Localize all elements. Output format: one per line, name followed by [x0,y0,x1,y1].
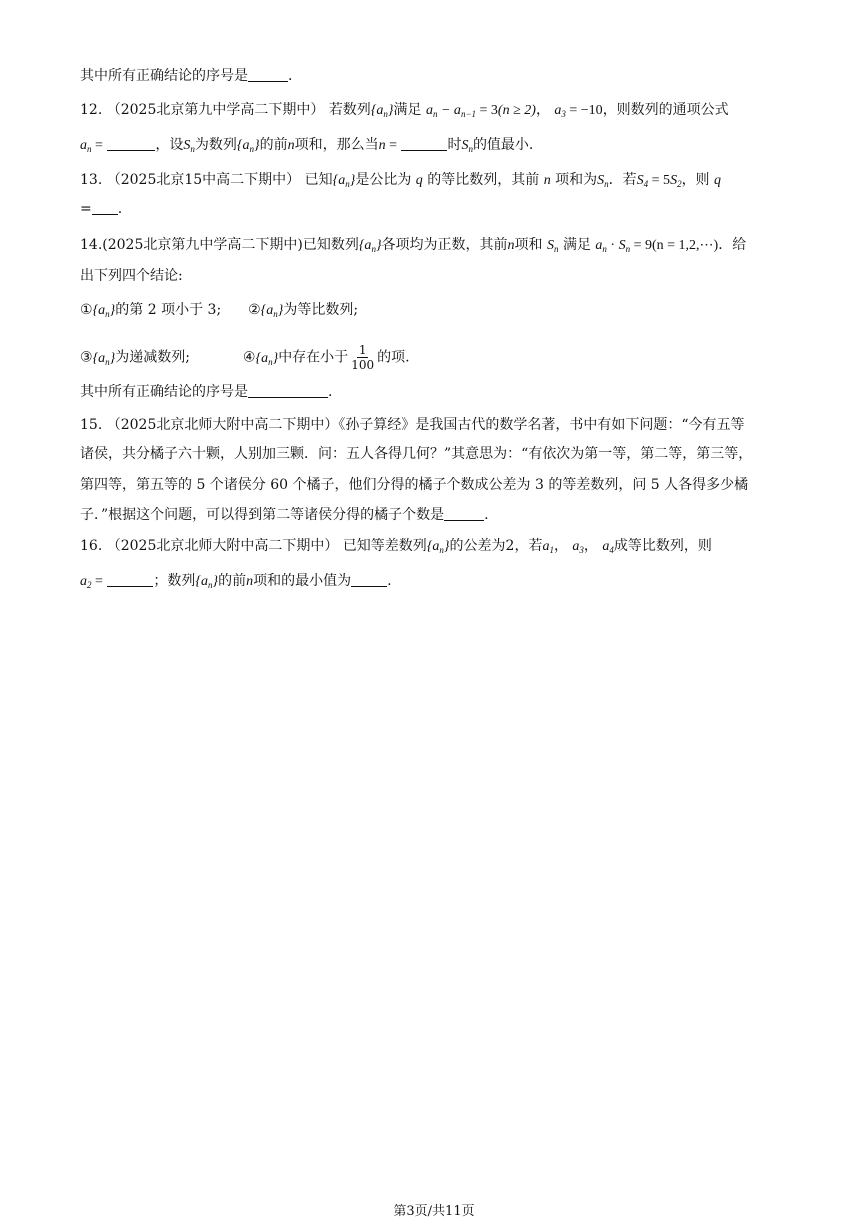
q12-seq-an: $\{a_n\}$ [370,103,394,119]
q14-fraction-denominator: 100 [351,358,375,372]
q14-seq-an: $\{a_n\}$ [92,303,116,319]
q14-conclusion-3-mark: ③ [80,349,93,366]
q12-text: ，设 [155,137,184,153]
q13-text: 已知 [304,172,333,188]
q12-text: ，则数列的通项公式 [602,102,729,118]
q16-number: 16. [80,538,103,554]
q16-a1: $a_1$ [542,539,554,555]
q14-text: 项和 [514,237,543,253]
q16-seq-an: $\{a_n\}$ [195,574,219,590]
q13-sn: $S_n$ [597,173,609,189]
q13-text: ．若 [608,172,637,188]
q14-text: 满足 [562,237,591,253]
q16-a4: $a_4$ [602,539,614,555]
q16-a2-eq: $a_2$ = [80,574,103,590]
q16-line-1 [80,536,712,557]
q12-text: 若数列 [328,102,371,118]
q15-number: 15. [80,417,103,433]
q16-text: ，若 [514,538,543,554]
q12-condition: (n ≥ 2) [497,103,536,118]
q15-text: 第四等，第五等的 5 个诸侯分 60 个橘子，他们分得的橘子个数成公差为 3 的等差数列，问 5 人各得多少橘 [80,477,749,493]
q14-conclusion-4-text: 中存在小于 [278,349,349,366]
q13-answer-blank [92,200,118,215]
q14-fraction [349,343,376,372]
q13-text: 项和为 [555,172,598,188]
q15-answer-blank [444,506,484,521]
q14-line-1 [80,235,746,256]
q16-text: 项和的最小值为 [253,573,352,589]
q14-seq-an: $\{a_n\}$ [260,303,284,319]
q14-n: n [507,238,515,253]
q12-text: 满足 [393,102,422,118]
q16-text: 的公差为 [449,538,506,554]
q14-fraction-numerator: 1 [358,343,367,357]
q16-text: 的前 [218,573,247,589]
q12-an-eq: $a_n$ = [80,138,103,154]
q14-conclusion-3-text: 为递减数列; [115,349,190,366]
q14-conclusion-4-text: 的项. [377,349,410,366]
q14-text: ．给 [718,237,747,253]
q12-line-1 [80,100,729,121]
q12-blank-formula [107,136,155,151]
q16-common-difference: 2 [505,538,515,554]
q12-text: 的值最小. [472,137,534,153]
q15-line-1 [80,415,745,435]
q12-number: 12. [80,102,103,118]
q12-sn: $S_n$ [183,138,195,154]
q14-line-2 [80,266,183,286]
q12-a3: $a_3 = -10$ [554,103,603,119]
q16-a3: $a_3$ [572,539,584,555]
q16-source: （2025北京北师大附中高二下期中） [106,538,339,554]
q14-conclusion-1-text: 的第 2 项小于 3; [115,302,222,318]
q15-line-2 [80,444,752,464]
q12-seq-an: $\{a_n\}$ [236,138,260,154]
q14-tail-text: 其中所有正确结论的序号是 [80,384,248,400]
q12-source: （2025北京第九中学高二下期中） [106,102,325,118]
q12-blank-n [401,136,447,151]
q16-blank-min [351,572,387,587]
q13-q: q [714,173,722,188]
q12-recurrence: $a_n - a_{n-1} = 3$ [425,103,498,119]
q11-tail-text: 其中所有正确结论的序号是 [80,68,248,84]
q12-text: 的前 [259,137,288,153]
q12-text: ， [535,102,550,118]
q16-seq-an: $\{a_n\}$ [426,539,450,555]
q15-line-4: 子．”根据这个问题，可以得到第二等诸侯分得的橘子个数是 . [80,507,489,523]
q14-number: 14. [80,237,103,253]
q15-line-3 [80,475,748,495]
q14-source: (2025北京第九中学高二下期中) [102,237,303,253]
q13-seq-an: $\{a_n\}$ [332,173,356,189]
q14-conclusions-row-2 [80,343,410,372]
q12-line-2 [80,135,533,156]
q14-seq-an: $\{a_n\}$ [255,350,279,367]
q15-text: 《孙子算经》是我国古代的数学名著，书中有如下问题：“今有五等 [338,417,745,433]
q13-number: 13. [80,172,103,188]
q11-tail-line: 其中所有正确结论的序号是 . [80,68,293,84]
q16-text: 成等比数列，则 [613,538,712,554]
q16-text: ；数列 [153,573,196,589]
q13-text: 的等比数列，其前 [427,172,540,188]
q14-seq-an: $\{a_n\}$ [92,350,116,367]
q14-seq-an: $\{a_n\}$ [358,238,382,254]
q14-conclusion-4-mark: ④ [242,349,256,366]
q16-text: 已知等差数列 [342,538,427,554]
q13-source: （2025北京15中高二下期中） [106,172,301,188]
q14-conclusions-row-1 [80,300,358,321]
q12-text: 为数列 [194,137,237,153]
q14-conclusion-2-mark: ② [248,302,261,318]
q12-text: 时 [447,137,462,153]
q14-text: 出下列四个结论: [80,268,183,284]
q13-text: 是公比为 [355,172,412,188]
q16-text: ， [553,538,568,554]
q15-text: 子．”根据这个问题，可以得到第二等诸侯分得的橘子个数是 [80,507,445,523]
q16-blank-a2 [107,572,153,587]
q14-sn: $S_n$ [547,238,559,254]
q14-conclusion-2-text: 为等比数列; [283,302,359,318]
q11-answer-blank [248,67,288,82]
q13-condition: $S_4 = 5S_2$ [636,173,682,189]
q13-line-2: = . [80,201,123,217]
q13-q: q [415,173,423,188]
q16-n: n [246,574,254,589]
q16-line-2: $a_2$ = ；数列$\{a_n\}$的前n项和的最小值为 . [80,573,392,590]
q14-text: 已知数列 [302,237,359,253]
q13-line-1 [80,170,721,191]
q12-text: 项和，那么当 [294,137,379,153]
q16-text: ， [583,538,598,554]
q12-n: n [287,138,295,153]
q13-text: ，则 [681,172,710,188]
q14-tail-line: 其中所有正确结论的序号是 . [80,384,333,400]
q14-conclusion-1-mark: ① [80,302,93,318]
q15-source: （2025北京北师大附中高二下期中） [106,417,339,433]
q13-eq: = [80,201,92,217]
q14-answer-blank [248,383,328,398]
q14-text: 各项均为正数，其前 [381,237,508,253]
q15-text: 诸侯，共分橘子六十颗，人别加三颗．问：五人各得几何？”其意思为：“有依次为第一等，第二等，第三等， [80,446,753,462]
page-footer: 第3页/共11页 [393,1204,475,1219]
q12-sn: $S_n$ [461,138,473,154]
q12-n-eq: n = [378,138,397,153]
q13-n: n [543,173,551,188]
q14-condition: $a_n \cdot S_n = 9(n$ = 1,2,⋯) [595,238,719,254]
